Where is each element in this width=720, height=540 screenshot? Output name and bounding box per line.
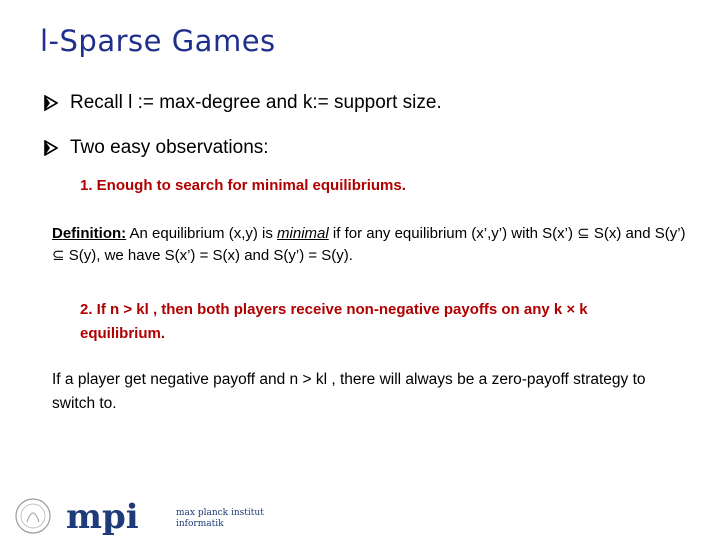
definition-text-2: if for any equilibrium (x’,y’) with S(x’) ⊆ S(x) and S(y’) ⊆ S(y), we have S(x’) = S(x) and S(y’) = S(y). <box>52 225 686 264</box>
observation-2: 2. If n > kl , then both players receive non-negative payoffs on any k × k equilibrium. <box>80 301 588 342</box>
arrow-bullet-icon <box>44 95 58 111</box>
bullet-recall <box>44 92 442 114</box>
definition-term: Definition: <box>52 225 127 242</box>
definition-block <box>52 223 692 267</box>
definition-emphasis: minimal <box>277 225 329 242</box>
slide-title: l-Sparse Games <box>40 24 276 58</box>
logo-line-2: informatik <box>176 519 224 529</box>
bullet-text: Recall l := max-degree and k:= support size. <box>70 92 442 113</box>
logo-line-1: max planck institut <box>176 508 264 518</box>
max-planck-logo <box>8 494 268 540</box>
arrow-bullet-icon <box>44 140 58 156</box>
explanation-note: If a player get negative payoff and n > kl , there will always be a zero-payoff strategy to switch to. <box>52 371 646 412</box>
bullet-observations <box>44 137 269 159</box>
definition-text-1: An equilibrium (x,y) is <box>126 225 278 242</box>
bullet-text: Two easy observations: <box>70 137 269 158</box>
observation-1: 1. Enough to search for minimal equilibriums. <box>80 177 406 194</box>
logo-letters: mpi <box>66 497 139 537</box>
